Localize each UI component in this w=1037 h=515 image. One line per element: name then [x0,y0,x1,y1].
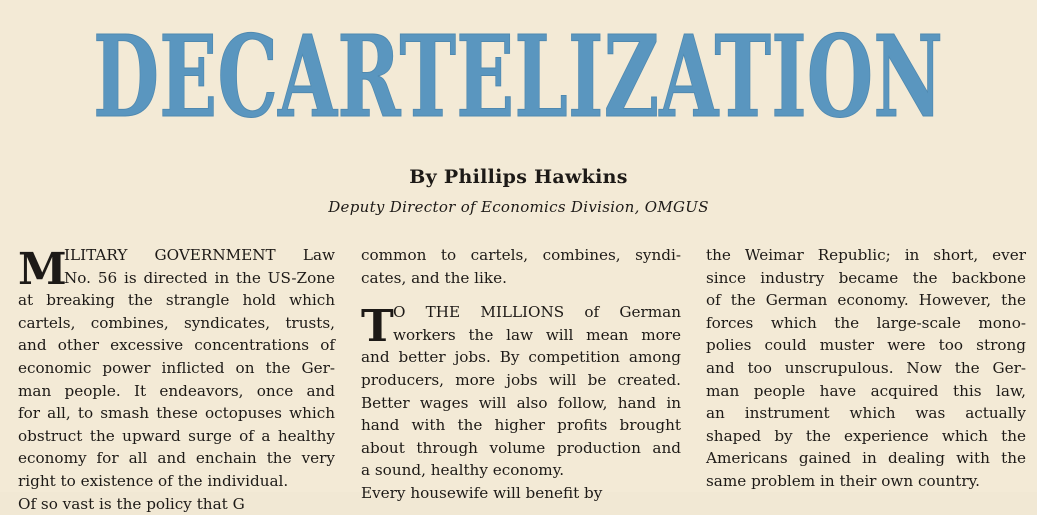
text-line: about through volume production and [361,438,681,457]
text-line: cates, and the like. [361,268,507,287]
text-line: an instrument which was actually [706,404,1026,423]
byline: By Phillips Hawkins [409,166,628,188]
text-line: of the German economy. However, the [706,291,1026,310]
text-line: forces which the large-scale mono- [706,313,1026,332]
text-line: shaped by the experience which the [706,426,1026,445]
second-paragraph [361,301,681,482]
text-line: the Weimar Republic; in short, ever [706,246,1026,264]
headline [0,8,1037,143]
text-line: polies could muster were too strong [706,336,1026,355]
cut-off-line: Every housewife will benefit by [361,483,603,502]
text-line: obstruct the upward surge of a healthy [18,426,335,445]
text-line: Americans gained in dealing with the [706,449,1026,468]
text-line: producers, more jobs will be created. [361,370,681,389]
text-line: at breaking the strangle hold which [18,291,335,310]
text-line: economic power inflicted on the Ger- [18,358,335,377]
text-line: common to cartels, combines, syndi- [361,246,681,264]
paragraph-gap [361,289,681,301]
text-line: ILITARY GOVERNMENT Law [64,246,335,264]
text-line: Better wages will also follow, hand in [361,393,681,412]
text-line: right to existence of the individual. [18,471,289,490]
article-column-2 [361,244,681,502]
text-line: since industry became the backbone [706,268,1026,287]
cut-off-line: Of so vast is the policy that G [18,494,245,513]
text-line: and too unscrupulous. Now the Ger- [706,358,1026,377]
text-line: workers the law will mean more [393,325,681,344]
drop-cap: T [361,301,394,353]
headline-text: DECARTELIZATION [93,12,943,143]
text-line: cartels, combines, syndicates, trusts, [18,313,335,332]
text-line: man people have acquired this law, [706,381,1026,400]
text-line: a sound, healthy economy. [361,461,565,480]
drop-cap: M [18,244,67,295]
author-role: Deputy Director of Economics Division, OMGUS [328,198,709,216]
text-line: and other excessive concentrations of [18,336,335,355]
text-line: and better jobs. By competition among [361,348,681,367]
text-line: No. 56 is directed in the US-Zone [64,268,335,287]
text-line: economy for all and enchain the very [18,449,335,468]
opening-paragraph [18,244,335,493]
article-column-1 [18,244,335,513]
text-line: same problem in their own country. [706,471,980,490]
article-column-3 [706,244,1026,493]
text-line: hand with the higher profits brought [361,416,681,435]
text-line: O THE MILLIONS of German [393,303,681,322]
text-line: for all, to smash these octopuses which [18,404,335,423]
text-line: man people. It endeavors, once and [18,381,335,400]
